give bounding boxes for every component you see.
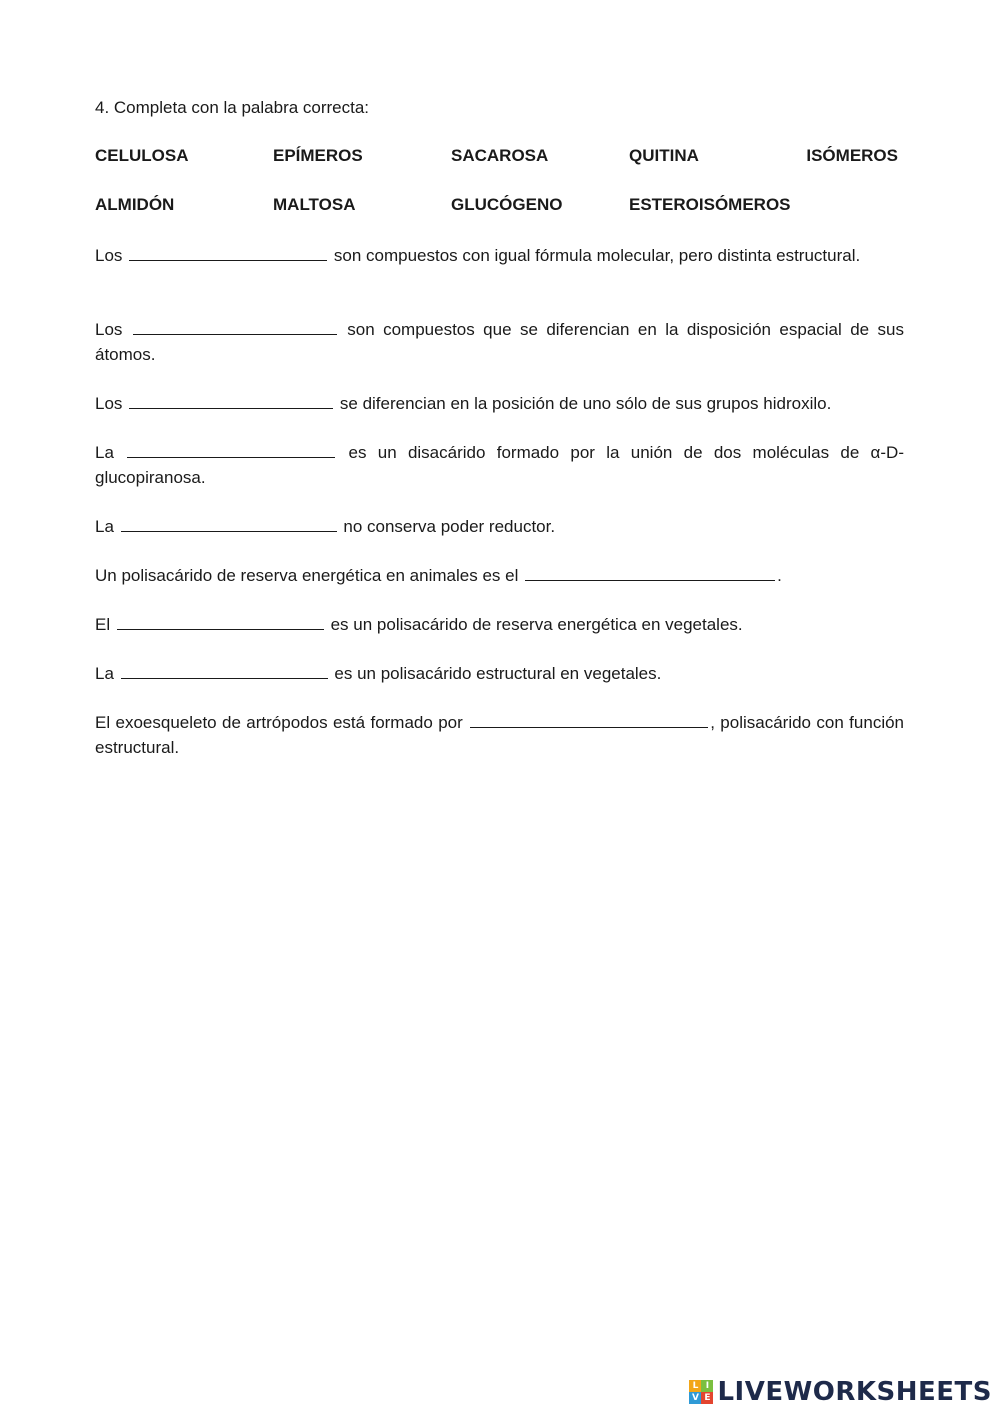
logo-letter: L bbox=[689, 1380, 701, 1392]
sentence-text-after: son compuestos con igual fórmula molecular, pero distinta estructural. bbox=[333, 246, 861, 265]
liveworksheets-logo-icon bbox=[689, 1380, 713, 1404]
sentence-text-before: El bbox=[95, 615, 111, 634]
sentence-text-before: Los bbox=[95, 394, 123, 413]
sentence-1 bbox=[95, 243, 904, 268]
word-bank-item: CELULOSA bbox=[95, 146, 189, 165]
logo-letter: E bbox=[701, 1392, 713, 1404]
word-bank-item: ISÓMEROS bbox=[806, 146, 898, 165]
sentence-text-after: son compuestos que se diferencian en la disposición espacial de sus átomos. bbox=[95, 320, 904, 364]
sentence-text-before: La bbox=[95, 517, 114, 536]
sentence-text-before: La bbox=[95, 664, 114, 683]
sentence-text-after: . bbox=[777, 566, 782, 585]
sentence-text-before: La bbox=[95, 443, 114, 462]
answer-blank[interactable] bbox=[129, 391, 333, 409]
exercise-heading: 4. Completa con la palabra correcta: bbox=[95, 98, 370, 117]
sentence-text-after: es un polisacárido estructural en vegetales. bbox=[334, 664, 662, 683]
word-bank-item: GLUCÓGENO bbox=[451, 195, 563, 214]
sentence-text-after: no conserva poder reductor. bbox=[343, 517, 556, 536]
word-bank-item: EPÍMEROS bbox=[273, 146, 363, 165]
word-bank-item: MALTOSA bbox=[273, 195, 356, 214]
word-bank-item: ESTEROISÓMEROS bbox=[629, 195, 791, 214]
answer-blank[interactable] bbox=[121, 661, 328, 679]
sentence-7 bbox=[95, 612, 904, 637]
answer-blank[interactable] bbox=[129, 243, 327, 261]
word-bank-item: QUITINA bbox=[629, 146, 699, 165]
word-bank-item: ALMIDÓN bbox=[95, 195, 175, 214]
sentence-text-after: es un polisacárido de reserva energética en vegetales. bbox=[330, 615, 743, 634]
answer-blank[interactable] bbox=[133, 317, 337, 335]
answer-blank[interactable] bbox=[121, 514, 337, 532]
sentence-text-before: Los bbox=[95, 246, 123, 265]
sentence-text-after: es un disacárido formado por la unión de dos moléculas de α-D-glucopiranosa. bbox=[95, 443, 904, 487]
word-bank-row-2 bbox=[95, 193, 904, 217]
sentence-text-after: , polisacárido con función estructural. bbox=[95, 713, 905, 757]
sentence-text-before: El exoesqueleto de artrópodos está formado por bbox=[95, 713, 463, 732]
sentence-3 bbox=[95, 391, 904, 416]
sentence-8 bbox=[95, 661, 904, 686]
answer-blank[interactable] bbox=[117, 612, 324, 630]
sentence-5 bbox=[95, 514, 904, 539]
sentence-text-before: Los bbox=[95, 320, 123, 339]
sentence-text-before: Un polisacárido de reserva energética en animales es el bbox=[95, 566, 519, 585]
liveworksheets-logo bbox=[689, 1376, 992, 1408]
logo-text: LIVEWORKSHEETS bbox=[717, 1377, 992, 1407]
logo-letter: V bbox=[689, 1392, 701, 1404]
answer-blank[interactable] bbox=[470, 710, 708, 728]
sentence-text-after: se diferencian en la posición de uno sólo de sus grupos hidroxilo. bbox=[339, 394, 832, 413]
sentence-6 bbox=[95, 563, 904, 588]
sentence-2 bbox=[95, 317, 904, 367]
answer-blank[interactable] bbox=[127, 440, 335, 458]
sentence-9 bbox=[95, 710, 904, 760]
sentence-4 bbox=[95, 440, 904, 490]
answer-blank[interactable] bbox=[525, 563, 775, 581]
word-bank-row-1 bbox=[95, 144, 904, 168]
word-bank-item: SACAROSA bbox=[451, 146, 549, 165]
worksheet-page bbox=[95, 0, 904, 1413]
logo-letter: I bbox=[701, 1380, 713, 1392]
